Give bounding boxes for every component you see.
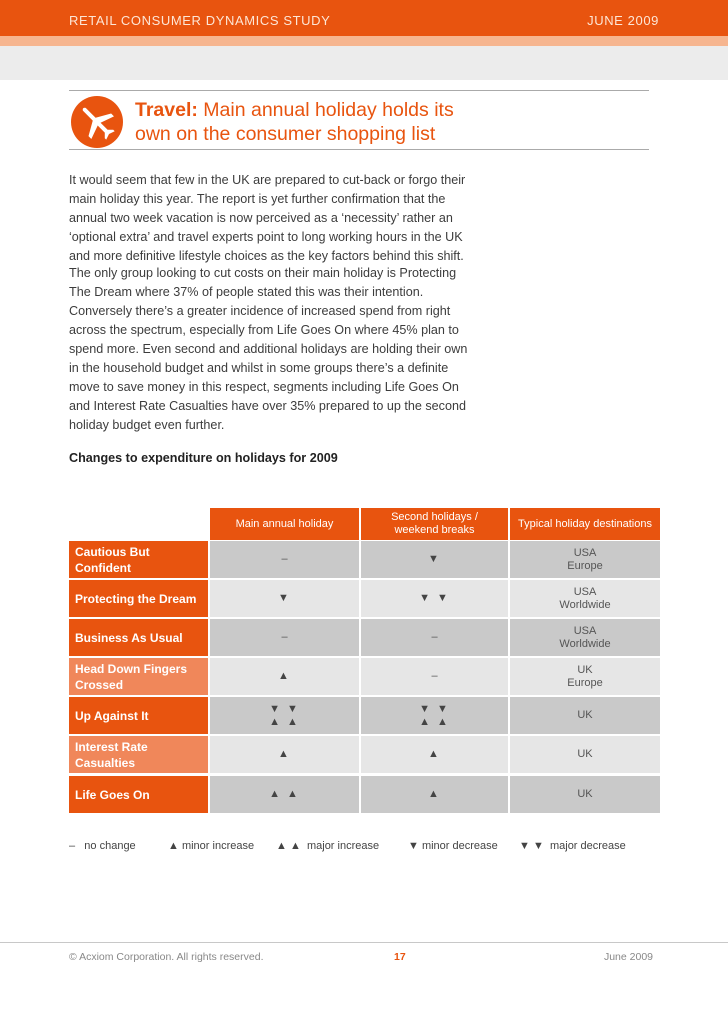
cell-main bbox=[210, 736, 359, 773]
destination: UK bbox=[577, 748, 593, 760]
change-symbol: ▲ bbox=[428, 788, 441, 800]
change-symbol: ▼ bbox=[278, 592, 291, 604]
legend-symbol: ▼ ▼ bbox=[519, 840, 544, 852]
legend-minor-decrease bbox=[408, 840, 498, 852]
cell-main bbox=[210, 619, 359, 656]
document-date: JUNE 2009 bbox=[587, 13, 659, 28]
header-bar bbox=[0, 0, 728, 36]
legend-symbol: ▲ ▲ bbox=[276, 840, 301, 852]
legend-symbol: – bbox=[69, 840, 76, 852]
destination: Europe bbox=[567, 559, 603, 572]
heading-bold: Travel: bbox=[135, 99, 198, 121]
column-header-label: Typical holiday destinations bbox=[518, 517, 652, 530]
change-symbol: – bbox=[281, 553, 288, 565]
footer-rule bbox=[0, 942, 728, 943]
legend-label: no change bbox=[84, 840, 136, 852]
row-label-protecting-the-dream bbox=[69, 580, 208, 617]
cell-main bbox=[210, 776, 359, 813]
row-label-text: Crossed bbox=[75, 677, 124, 692]
change-symbol: ▼ ▼ bbox=[419, 592, 450, 604]
text-line: annual two week vacation is now perceived as a ‘necessity’ rather an bbox=[69, 211, 453, 225]
change-symbol: – bbox=[431, 670, 438, 682]
row-label-cautious-but-confident bbox=[69, 541, 208, 578]
legend-label: major decrease bbox=[549, 840, 626, 852]
heading-line-2: own on the consumer shopping list bbox=[135, 123, 436, 145]
text-line: in the household budget and whilst in some groups there’s a definite bbox=[69, 361, 449, 375]
text-line: and Interest Rate Casualties have over 35% prepared to up the second bbox=[69, 399, 466, 413]
change-symbol: – bbox=[281, 631, 288, 643]
cell-destinations bbox=[510, 658, 660, 695]
header-band bbox=[0, 46, 728, 80]
column-header-second bbox=[361, 508, 508, 540]
cell-second bbox=[361, 776, 508, 813]
change-symbol: ▲ bbox=[428, 748, 441, 760]
legend-major-decrease bbox=[519, 840, 626, 852]
row-label-text: Protecting the Dream bbox=[75, 591, 197, 606]
column-header-label: Second holidays / bbox=[391, 511, 478, 523]
cell-second bbox=[361, 697, 508, 734]
section-heading bbox=[135, 98, 655, 146]
cell-second bbox=[361, 619, 508, 656]
document-title: RETAIL CONSUMER DYNAMICS STUDY bbox=[69, 13, 331, 28]
legend-symbol: ▲ bbox=[168, 840, 179, 852]
row-label-text: Head Down Fingers bbox=[75, 661, 188, 676]
change-symbol: ▲ ▲ bbox=[419, 715, 450, 728]
text-line: The only group looking to cut costs on their main holiday is Protecting bbox=[69, 266, 457, 280]
destination: Europe bbox=[567, 676, 603, 689]
row-label-text: Casualties bbox=[75, 755, 136, 770]
cell-second bbox=[361, 541, 508, 578]
legend-label: major increase bbox=[306, 840, 380, 852]
text-line: holiday budget even further. bbox=[69, 418, 225, 432]
header-stripe bbox=[0, 36, 728, 46]
row-label-business-as-usual bbox=[69, 619, 208, 656]
row-label-interest-rate-casualties bbox=[69, 736, 208, 773]
change-symbol: ▼ bbox=[428, 553, 441, 565]
text-line: main holiday this year. The report is yet further confirmation that the bbox=[69, 192, 446, 206]
text-line: and more definitive lifestyle choices as the key factors behind this shift. bbox=[69, 249, 464, 263]
destination: Worldwide bbox=[559, 598, 611, 611]
destination: USA bbox=[573, 546, 597, 559]
text-line: It would seem that few in the UK are prepared to cut-back or forgo their bbox=[69, 173, 466, 187]
paragraph-2 bbox=[69, 264, 509, 435]
destination: Worldwide bbox=[559, 637, 611, 650]
cell-second bbox=[361, 658, 508, 695]
cell-main bbox=[210, 541, 359, 578]
cell-main bbox=[210, 697, 359, 734]
footer-date: June 2009 bbox=[603, 951, 653, 963]
legend-no-change bbox=[69, 840, 136, 852]
destination: UK bbox=[577, 788, 593, 800]
cell-second bbox=[361, 736, 508, 773]
table-title: Changes to expenditure on holidays for 2009 bbox=[69, 451, 338, 465]
text-line: Conversely there’s a greater incidence of increased spend from right bbox=[69, 304, 451, 318]
cell-second bbox=[361, 580, 508, 617]
column-header-label: weekend breaks bbox=[394, 524, 475, 536]
row-label-up-against-it bbox=[69, 697, 208, 734]
row-label-text: Business As Usual bbox=[75, 630, 183, 645]
legend-label: minor increase bbox=[181, 840, 255, 852]
text-line: across the spectrum, especially from Life Goes On where 45% plan to bbox=[69, 323, 459, 337]
row-label-text: Interest Rate bbox=[75, 739, 148, 754]
footer-copyright: © Acxiom Corporation. All rights reserved. bbox=[69, 951, 264, 963]
airplane-icon bbox=[71, 96, 123, 148]
cell-main bbox=[210, 580, 359, 617]
change-symbol: ▲ ▲ bbox=[269, 788, 300, 800]
cell-destinations bbox=[510, 736, 660, 773]
heading-rule-bottom bbox=[69, 149, 649, 150]
cell-destinations bbox=[510, 541, 660, 578]
change-symbol: ▼ ▼ bbox=[419, 702, 450, 715]
row-label-life-goes-on bbox=[69, 776, 208, 813]
column-header-label: Main annual holiday bbox=[235, 517, 334, 530]
cell-destinations bbox=[510, 697, 660, 734]
text-line: move to save money in this respect, segments including Life Goes On bbox=[69, 380, 459, 394]
row-label-text: Cautious But bbox=[75, 544, 150, 559]
text-line: The Dream where 37% of people stated this was their intention. bbox=[69, 285, 424, 299]
paragraph-1 bbox=[69, 171, 509, 266]
heading-rule-top bbox=[69, 90, 649, 91]
text-line: spend more. Even second and additional holidays are holding their own bbox=[69, 342, 468, 356]
change-symbol: ▲ bbox=[278, 748, 291, 760]
row-label-text: Life Goes On bbox=[75, 787, 150, 802]
destination: UK bbox=[577, 709, 593, 721]
change-symbol: ▲ ▲ bbox=[269, 715, 300, 728]
row-label-text: Confident bbox=[75, 560, 131, 575]
destination: USA bbox=[573, 585, 597, 598]
text-line: ‘optional extra’ and travel experts point to long working hours in the UK bbox=[69, 230, 463, 244]
cell-destinations bbox=[510, 580, 660, 617]
legend-label: minor decrease bbox=[421, 840, 498, 852]
legend-symbol: ▼ bbox=[408, 840, 419, 852]
cell-destinations bbox=[510, 776, 660, 813]
page-number: 17 bbox=[394, 951, 406, 963]
destination: UK bbox=[577, 663, 593, 676]
change-symbol: ▼ ▼ bbox=[269, 702, 300, 715]
legend-minor-increase bbox=[168, 840, 254, 852]
row-label-text: Up Against It bbox=[75, 708, 149, 723]
column-header-main bbox=[210, 508, 359, 540]
column-header-destinations bbox=[510, 508, 660, 540]
row-label-head-down-fingers-crossed bbox=[69, 658, 208, 695]
heading-line-1: Main annual holiday holds its bbox=[197, 99, 454, 121]
change-symbol: ▲ bbox=[278, 670, 291, 682]
destination: USA bbox=[573, 624, 597, 637]
cell-destinations bbox=[510, 619, 660, 656]
cell-main bbox=[210, 658, 359, 695]
change-symbol: – bbox=[431, 631, 438, 643]
legend-major-increase bbox=[276, 840, 379, 852]
